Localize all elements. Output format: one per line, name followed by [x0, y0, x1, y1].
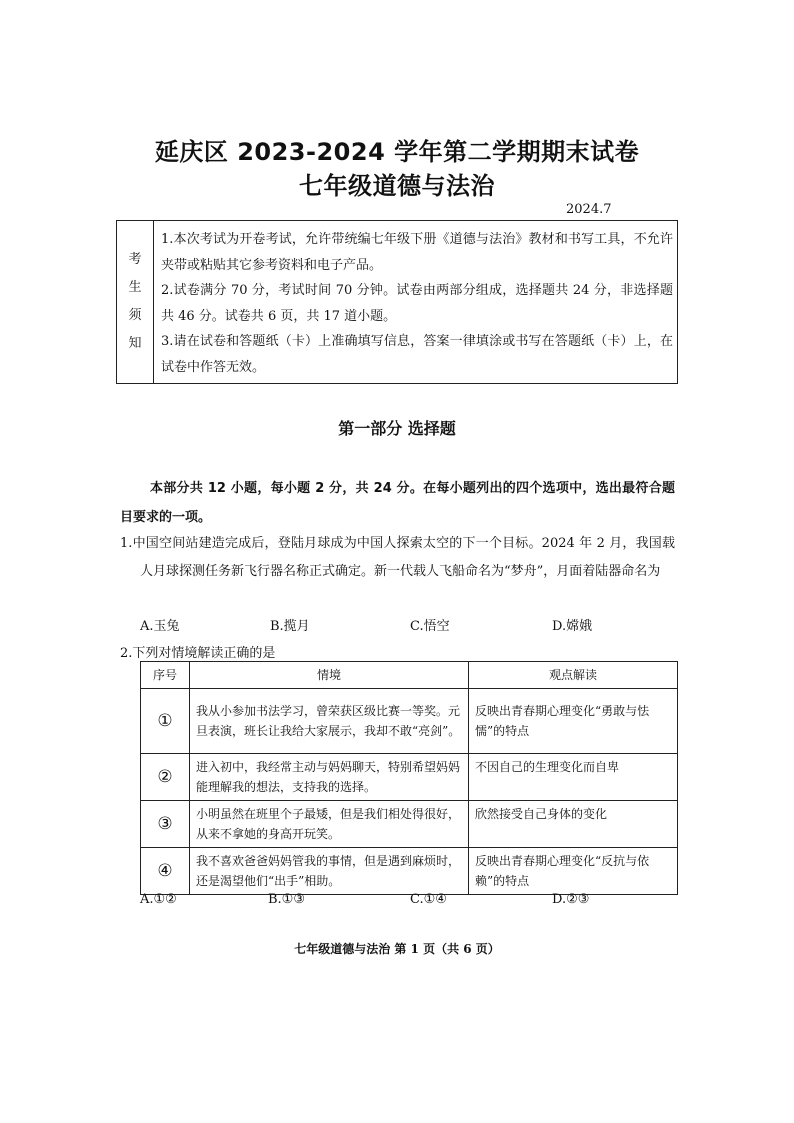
row-view: 反映出青春期心理变化“勇敢与怯懦”的特点	[469, 689, 678, 754]
section-instruction: 本部分共 12 小题，每小题 2 分，共 24 分。在每小题列出的四个选项中，选出最符合题目要求的一项。	[120, 481, 675, 525]
question-1	[120, 530, 675, 586]
notice-body	[161, 227, 673, 380]
option-b: B.揽月	[270, 619, 310, 634]
option-d: D.嫦娥	[552, 619, 593, 634]
exam-date: 2024.7	[566, 202, 612, 217]
row-situation: 我从小参加书法学习，曾荣获区级比赛一等奖。元旦表演，班长让我给大家展示，我却不敢“亮剑”。	[190, 689, 469, 754]
row-number: ④	[141, 848, 190, 895]
page-footer: 七年级道德与法治 第 1 页（共 6 页）	[294, 942, 500, 956]
table-header: 观点解读	[469, 662, 678, 689]
exam-subject: 七年级道德与法治	[299, 172, 495, 200]
table-row	[141, 689, 678, 754]
option-c: C.①④	[410, 892, 447, 907]
row-number: ②	[141, 754, 190, 801]
row-situation: 小明虽然在班里个子最矮，但是我们相处得很好，从来不拿她的身高开玩笑。	[190, 801, 469, 848]
notice-label-char: 考	[128, 252, 142, 267]
exam-title: 延庆区 2023-2024 学年第二学期期末试卷	[154, 138, 640, 166]
notice-label	[117, 221, 154, 383]
option-a: A.①②	[140, 892, 177, 907]
option-d: D.②③	[552, 892, 590, 907]
row-view: 不因自己的生理变化而自卑	[469, 754, 678, 801]
table-header-row	[141, 662, 678, 689]
table-header: 情境	[190, 662, 469, 689]
notice-item: 1.本次考试为开卷考试，允许带统编七年级下册《道德与法治》教材和书写工具，不允许夹带或粘贴其它参考资料和电子产品。	[161, 232, 673, 273]
notice-label-char: 须	[128, 308, 142, 323]
table-row	[141, 848, 678, 895]
question-1-text: 1.中国空间站建造完成后，登陆月球成为中国人探索太空的下一个目标。2024 年 2 月，我国载人月球探测任务新飞行器名称正式确定。新一代载人飞船命名为“梦舟”，月面着陆器命名为	[120, 536, 675, 579]
exam-notice-box	[116, 220, 678, 384]
table-row	[141, 754, 678, 801]
row-number: ①	[141, 689, 190, 754]
row-situation: 我不喜欢爸爸妈妈管我的事情，但是遇到麻烦时，还是渴望他们“出手”相助。	[190, 848, 469, 895]
option-c: C.悟空	[410, 619, 450, 634]
table-row	[141, 801, 678, 848]
notice-item: 3.请在试卷和答题纸（卡）上准确填写信息，答案一律填涂或书写在答题纸（卡）上，在试卷中作答无效。	[161, 334, 673, 375]
option-b: B.①③	[268, 892, 305, 907]
situation-table	[140, 661, 678, 895]
row-view: 欣然接受自己身体的变化	[469, 801, 678, 848]
table-header: 序号	[141, 662, 190, 689]
notice-item: 2.试卷满分 70 分，考试时间 70 分钟。试卷由两部分组成，选择题共 24 分，非选择题共 46 分。试卷共 6 页，共 17 道小题。	[161, 283, 673, 324]
option-a: A.玉兔	[140, 619, 180, 634]
question-2-text: 2.下列对情境解读正确的是	[120, 646, 276, 661]
section-title: 第一部分 选择题	[338, 419, 456, 438]
notice-label-char: 知	[128, 336, 142, 351]
row-view: 反映出青春期心理变化“反抗与依赖”的特点	[469, 848, 678, 895]
row-number: ③	[141, 801, 190, 848]
row-situation: 进入初中，我经常主动与妈妈聊天，特别希望妈妈能理解我的想法，支持我的选择。	[190, 754, 469, 801]
notice-label-char: 生	[128, 280, 142, 295]
